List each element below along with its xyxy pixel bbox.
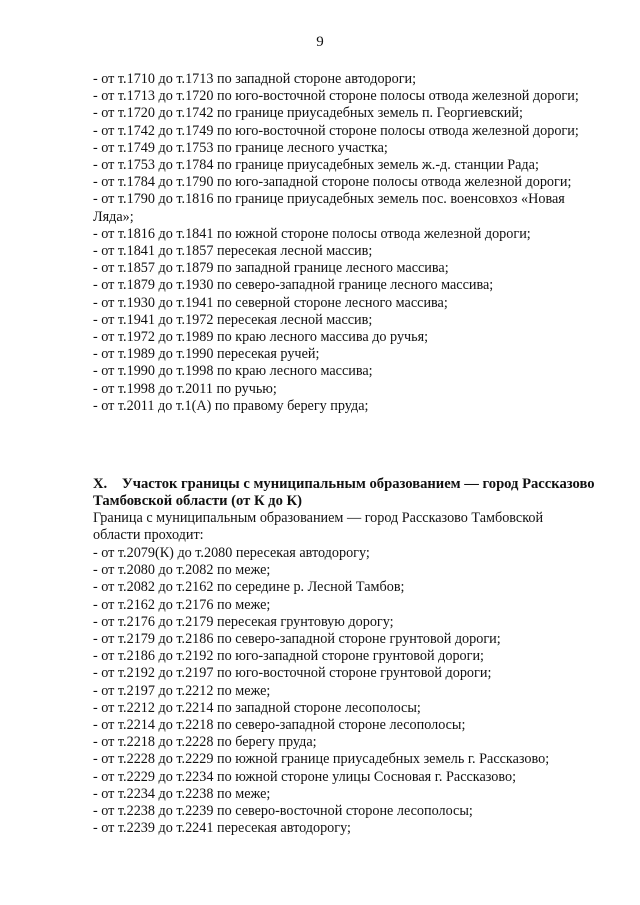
list-item: - от т.2238 до т.2239 по северо-восточной стороне лесополосы; bbox=[93, 803, 473, 820]
boundary-list-2 bbox=[93, 545, 593, 837]
list-item: - от т.1990 до т.1998 по краю лесного массива; bbox=[93, 363, 373, 380]
list-item: - от т.1816 до т.1841 по южной стороне полосы отвода железной дороги; bbox=[93, 225, 531, 242]
list-item: - от т.2218 до т.2228 по берегу пруда; bbox=[93, 734, 317, 751]
list-item: - от т.2080 до т.2082 по меже; bbox=[93, 562, 271, 579]
section-heading bbox=[93, 476, 613, 511]
list-item: - от т.1879 до т.1930 по северо-западной границе лесного массива; bbox=[93, 277, 494, 294]
list-item: - от т.1742 до т.1749 по юго-восточной стороне полосы отвода железной дороги; bbox=[93, 122, 579, 139]
list-item: - от т.2186 до т.2192 по юго-западной стороне грунтовой дороги; bbox=[93, 648, 484, 665]
list-item: - от т.1710 до т.1713 по западной стороне автодороги; bbox=[93, 71, 417, 87]
page-number: 9 bbox=[316, 34, 324, 50]
list-item: - от т.1857 до т.1879 по западной границе лесного массива; bbox=[93, 260, 449, 277]
list-item: - от т.1998 до т.2011 по ручью; bbox=[93, 380, 277, 397]
list-item: - от т.2192 до т.2197 по юго-восточной стороне грунтовой дороги; bbox=[93, 665, 492, 682]
list-item: - от т.1784 до т.1790 по юго-западной стороне полосы отвода железной дороги; bbox=[93, 174, 572, 191]
list-item: - от т.1941 до т.1972 пересекая лесной массив; bbox=[93, 311, 373, 328]
list-item: - от т.1753 до т.1784 по границе приусадебных земель ж.-д. станции Рада; bbox=[93, 157, 539, 174]
list-item: - от т.2239 до т.2241 пересекая автодорогу; bbox=[93, 820, 351, 837]
list-item: - от т.2197 до т.2212 по меже; bbox=[93, 682, 271, 699]
section-number: X. bbox=[93, 476, 108, 492]
list-item: - от т.1720 до т.1742 по границе приусадебных земель п. Георгиевский; bbox=[93, 105, 523, 122]
list-item: - от т.2162 до т.2176 по меже; bbox=[93, 596, 271, 613]
list-item: - от т.2176 до т.2179 пересекая грунтовую дорогу; bbox=[93, 613, 394, 630]
list-item: - от т.1972 до т.1989 по краю лесного массива до ручья; bbox=[93, 329, 429, 346]
list-item: - от т.1749 до т.1753 по границе лесного участка; bbox=[93, 139, 388, 156]
list-item: - от т.2082 до т.2162 по середине р. Лесной Тамбов; bbox=[93, 579, 405, 596]
list-item: - от т.1841 до т.1857 пересекая лесной массив; bbox=[93, 243, 373, 260]
list-item: - от т.1790 до т.1816 по границе приусадебных земель пос. военсовхоз «Новая Ляда»; bbox=[93, 191, 565, 225]
list-item: - от т.2079(К) до т.2080 пересекая автодорогу; bbox=[93, 545, 370, 561]
list-item: - от т.2179 до т.2186 по северо-западной стороне грунтовой дороги; bbox=[93, 631, 501, 648]
list-item: - от т.2229 до т.2234 по южной стороне улицы Сосновая г. Рассказово; bbox=[93, 768, 517, 785]
section-intro: Граница с муниципальным образованием — город Рассказово Тамбовской области проходит: bbox=[93, 510, 544, 544]
list-item: - от т.2212 до т.2214 по западной стороне лесополосы; bbox=[93, 699, 421, 716]
list-item: - от т.1930 до т.1941 по северной стороне лесного массива; bbox=[93, 294, 448, 311]
list-item: - от т.2214 до т.2218 по северо-западной стороне лесополосы; bbox=[93, 717, 466, 734]
section-title: Участок границы с муниципальным образованием — город Рассказово Тамбовской области (от К до К) bbox=[93, 476, 595, 510]
list-item: - от т.2011 до т.1(А) по правому берегу пруда; bbox=[93, 397, 369, 414]
list-item: - от т.2234 до т.2238 по меже; bbox=[93, 785, 271, 802]
list-item: - от т.2228 до т.2229 по южной границе приусадебных земель г. Рассказово; bbox=[93, 751, 550, 768]
list-item: - от т.1989 до т.1990 пересекая ручей; bbox=[93, 346, 320, 363]
boundary-list-1 bbox=[93, 71, 593, 415]
list-item: - от т.1713 до т.1720 по юго-восточной стороне полосы отвода железной дороги; bbox=[93, 88, 579, 105]
